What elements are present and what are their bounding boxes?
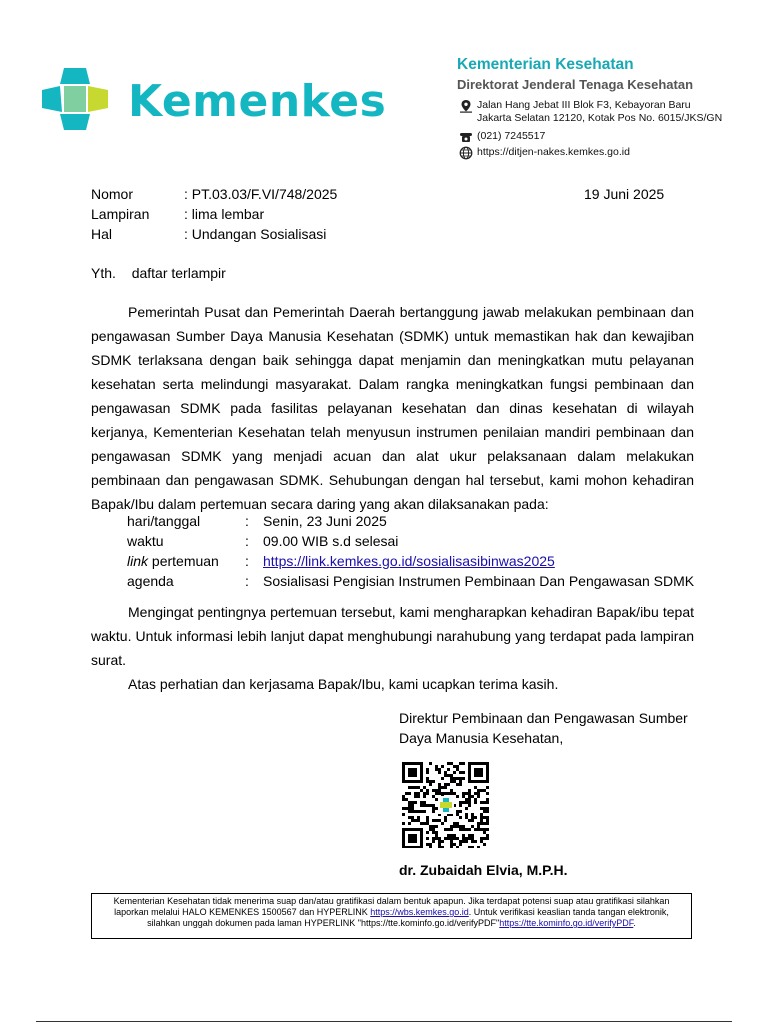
lampiran-value: : lima lembar xyxy=(184,206,265,222)
body-paragraph-3 xyxy=(91,672,694,696)
time-label: waktu xyxy=(127,533,164,549)
address-line-2: Jakarta Selatan 12120, Kotak Pos No. 6015/JKS/GN xyxy=(477,112,723,124)
signature-title xyxy=(399,708,688,748)
nomor-label: Nomor xyxy=(91,186,134,202)
body-paragraph-2 xyxy=(91,600,694,672)
wbs-link[interactable]: https://wbs.kemkes.go.id xyxy=(370,907,469,917)
signature-title-line-1: Direktur Pembinaan dan Pengawasan Sumber xyxy=(399,710,688,726)
phone-number: (021) 7245517 xyxy=(477,130,546,142)
schedule-row-link xyxy=(0,551,768,571)
agenda-label: agenda xyxy=(127,573,174,589)
meeting-schedule xyxy=(0,511,768,591)
letterhead xyxy=(0,0,768,170)
gratification-disclaimer xyxy=(91,893,692,939)
colon: : xyxy=(245,553,249,569)
hal-value: : Undangan Sosialisasi xyxy=(184,226,327,242)
agenda-value: Sosialisasi Pengisian Instrumen Pembinaan Dan Pengawasan SDMK xyxy=(263,573,695,589)
body-paragraph-3-text: Atas perhatian dan kerjasama Bapak/Ibu, kami ucapkan terima kasih. xyxy=(128,676,559,692)
hal-label: Hal xyxy=(91,226,113,242)
disclaimer-text-3: . xyxy=(633,918,636,928)
body-paragraph-1-text: Pemerintah Pusat dan Pemerintah Daerah bertanggung jawab melakukan pembinaan dan pengawasan Sumber Daya Manusia Kesehatan (SDMK) untuk memastikan hak dan kewajiban SDMK terlaksana dengan baik sehingga dapat menjamin dan meningkatkan mutu pelayanan kesehatan serta melindungi masyarakat. Dalam rangka meningkatkan fungsi pembinaan dan pengawasan SDMK pada fasilitas pelayanan kesehatan dan dinas kesehatan di wilayah kerjanya, Kementerian Kesehatan telah menyusun instrumen penilaian mandiri pembinaan dan pengawasan SDMK yang menjadi acuan dan alat ukur pelaksanaan dalam melakukan pembinaan dan pengawasan SDMK. Sehubungan dengan hal tersebut, kami mohon kehadiran Bapak/Ibu dalam pertemuan secara daring yang akan dilaksanakan pada: xyxy=(91,304,694,512)
schedule-row-agenda xyxy=(0,571,768,591)
organization-name: Kementerian Kesehatan xyxy=(457,56,634,73)
website xyxy=(477,146,630,159)
signatory-name: dr. Zubaidah Elvia, M.P.H. xyxy=(399,862,568,878)
address xyxy=(477,99,722,125)
day-value: Senin, 23 Juni 2025 xyxy=(263,513,387,529)
schedule-row-day xyxy=(0,511,768,531)
verify-pdf-link[interactable]: https://tte.kominfo.go.id/verifyPDF xyxy=(499,918,634,928)
link-label-rest: pertemuan xyxy=(148,553,219,569)
phone-icon xyxy=(459,130,473,144)
letter-meta xyxy=(0,184,768,244)
recipient-name: daftar terlampir xyxy=(131,265,226,281)
body-paragraph-2-text: Mengingat pentingnya pertemuan tersebut, kami mengharapkan kehadiran Bapak/ibu tepat waktu. Untuk informasi lebih lanjut dapat menghubungi narahubung yang terdapat pada lampiran surat. xyxy=(91,604,694,668)
schedule-row-time xyxy=(0,531,768,551)
globe-icon xyxy=(459,146,473,160)
website-url[interactable]: https://ditjen-nakes.kemkes.go.id xyxy=(477,146,630,158)
page-bottom-divider xyxy=(36,1021,732,1022)
kemenkes-logo-icon xyxy=(40,68,110,130)
phone xyxy=(477,130,545,143)
disclaimer-text-1: Kementerian Kesehatan tidak menerima suap dan/atau gratifikasi dalam bentuk apapun. Jika terdapat potensi suap atau gratifikasi silahkan laporkan melalui HALO KEMENKES 1500567 dan HYPERLINK xyxy=(113,896,670,917)
meeting-link[interactable]: https://link.kemkes.go.id/sosialisasibinwas2025 xyxy=(263,553,555,569)
location-pin-icon xyxy=(459,99,473,113)
organization-subunit: Direktorat Jenderal Tenaga Kesehatan xyxy=(457,77,694,92)
colon: : xyxy=(245,513,249,529)
link-label xyxy=(127,551,219,571)
signature-title-line-2: Daya Manusia Kesehatan, xyxy=(399,730,564,746)
nomor-value: : PT.03.03/F.VI/748/2025 xyxy=(184,186,338,202)
lampiran-label: Lampiran xyxy=(91,206,150,222)
logo-wordmark: Kemenkes xyxy=(128,76,387,127)
day-label: hari/tanggal xyxy=(127,513,201,529)
recipient-prefix: Yth. xyxy=(91,265,116,281)
body-paragraph-1 xyxy=(91,300,694,516)
letter-date: 19 Juni 2025 xyxy=(584,186,665,202)
time-value: 09.00 WIB s.d selesai xyxy=(263,533,399,549)
address-line-1: Jalan Hang Jebat III Blok F3, Kebayoran Baru xyxy=(477,99,691,111)
colon: : xyxy=(245,533,249,549)
qr-code-icon xyxy=(402,762,492,848)
disclaimer-text-2: . Untuk verifikasi keaslian tanda tangan elektronik, silahkan unggah dokumen pada laman HYPERLINK "https://tte.kominfo.go.id/verifyPDF" xyxy=(147,907,669,928)
colon: : xyxy=(245,573,249,589)
link-label-italic: link xyxy=(127,553,149,569)
recipient xyxy=(91,263,226,283)
